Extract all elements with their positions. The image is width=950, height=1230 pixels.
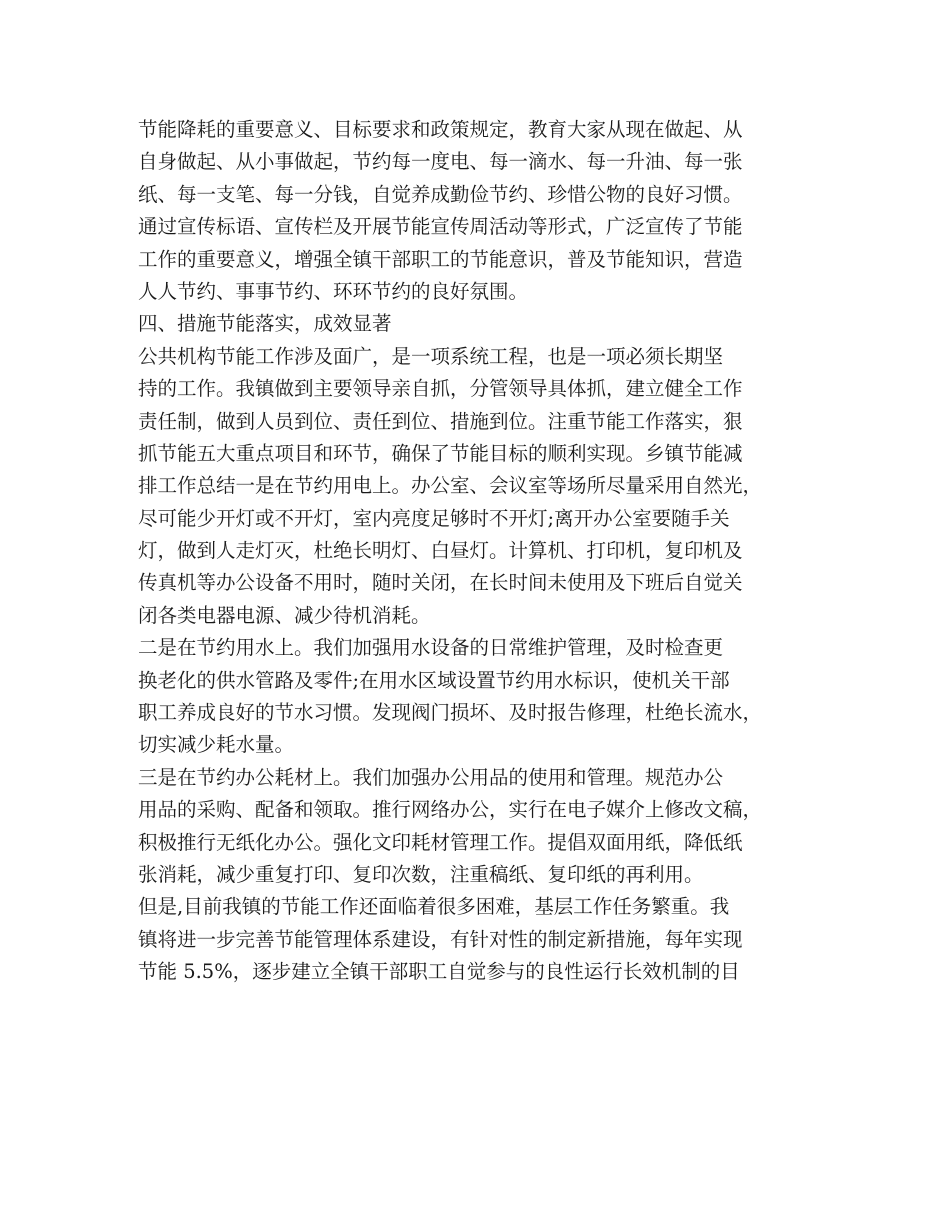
text-line: 积极推行无纸化办公。强化文印耗材管理工作。提倡双面用纸，降低纸 [138, 830, 743, 854]
text-line: 尽可能少开灯或不开灯，室内亮度足够时不开灯;离开办公室要随手关 [138, 506, 730, 530]
text-line: 自身做起、从小事做起，节约每一度电、每一滴水、每一升油、每一张 [138, 150, 743, 174]
text-line: 镇将进一步完善节能管理体系建设，有针对性的制定新措施，每年实现 [138, 927, 743, 951]
text-line: 抓节能五大重点项目和环节，确保了节能目标的顺利实现。乡镇节能减 [138, 441, 743, 465]
text-line: 三是在节约办公耗材上。我们加强办公用品的使用和管理。规范办公 [138, 765, 724, 789]
text-line: 节能 5.5%，逐步建立全镇干部职工自觉参与的良性运行长效机制的目 [138, 960, 740, 984]
text-line: 但是,目前我镇的节能工作还面临着很多困难，基层工作任务繁重。我 [138, 895, 730, 919]
text-line: 张消耗，减少重复打印、复印次数，注重稿纸、复印纸的再利用。 [138, 862, 704, 886]
text-line: 排工作总结一是在节约用电上。办公室、会议室等场所尽量采用自然光， [138, 474, 763, 498]
text-line: 持的工作。我镇做到主要领导亲自抓，分管领导具体抓，建立健全工作 [138, 377, 743, 401]
text-line: 灯，做到人走灯灭，杜绝长明灯、白昼灯。计算机、打印机，复印机及 [138, 539, 743, 563]
text-line: 换老化的供水管路及零件;在用水区域设置节约用水标识，使机关干部 [138, 668, 730, 692]
text-line: 二是在节约用水上。我们加强用水设备的日常维护管理，及时检查更 [138, 636, 724, 660]
text-line: 传真机等办公设备不用时，随时关闭，在长时间未使用及下班后自觉关 [138, 571, 743, 595]
text-line: 纸、每一支笔、每一分钱，自觉养成勤俭节约、珍惜公物的良好习惯。 [138, 182, 743, 206]
text-line: 通过宣传标语、宣传栏及开展节能宣传周活动等形式，广泛宣传了节能 [138, 215, 743, 239]
text-line: 人人节约、事事节约、环环节约的良好氛围。 [138, 279, 529, 303]
section-heading: 四、措施节能落实，成效显著 [138, 312, 392, 336]
text-line: 工作的重要意义，增强全镇干部职工的节能意识，普及节能知识，营造 [138, 247, 743, 271]
text-line: 职工养成良好的节水习惯。发现阀门损坏、及时报告修理，杜绝长流水， [138, 701, 763, 725]
text-line: 公共机构节能工作涉及面广，是一项系统工程，也是一项必须长期坚 [138, 344, 724, 368]
text-line: 节能降耗的重要意义、目标要求和政策规定，教育大家从现在做起、从 [138, 118, 743, 141]
text-line: 闭各类电器电源、减少待机消耗。 [138, 603, 431, 627]
document-body [138, 114, 828, 989]
text-line: 用品的采购、配备和领取。推行网络办公，实行在电子媒介上修改文稿， [138, 798, 763, 822]
text-line: 切实减少耗水量。 [138, 733, 295, 757]
text-line: 责任制，做到人员到位、责任到位、措施到位。注重节能工作落实，狠 [138, 409, 743, 433]
